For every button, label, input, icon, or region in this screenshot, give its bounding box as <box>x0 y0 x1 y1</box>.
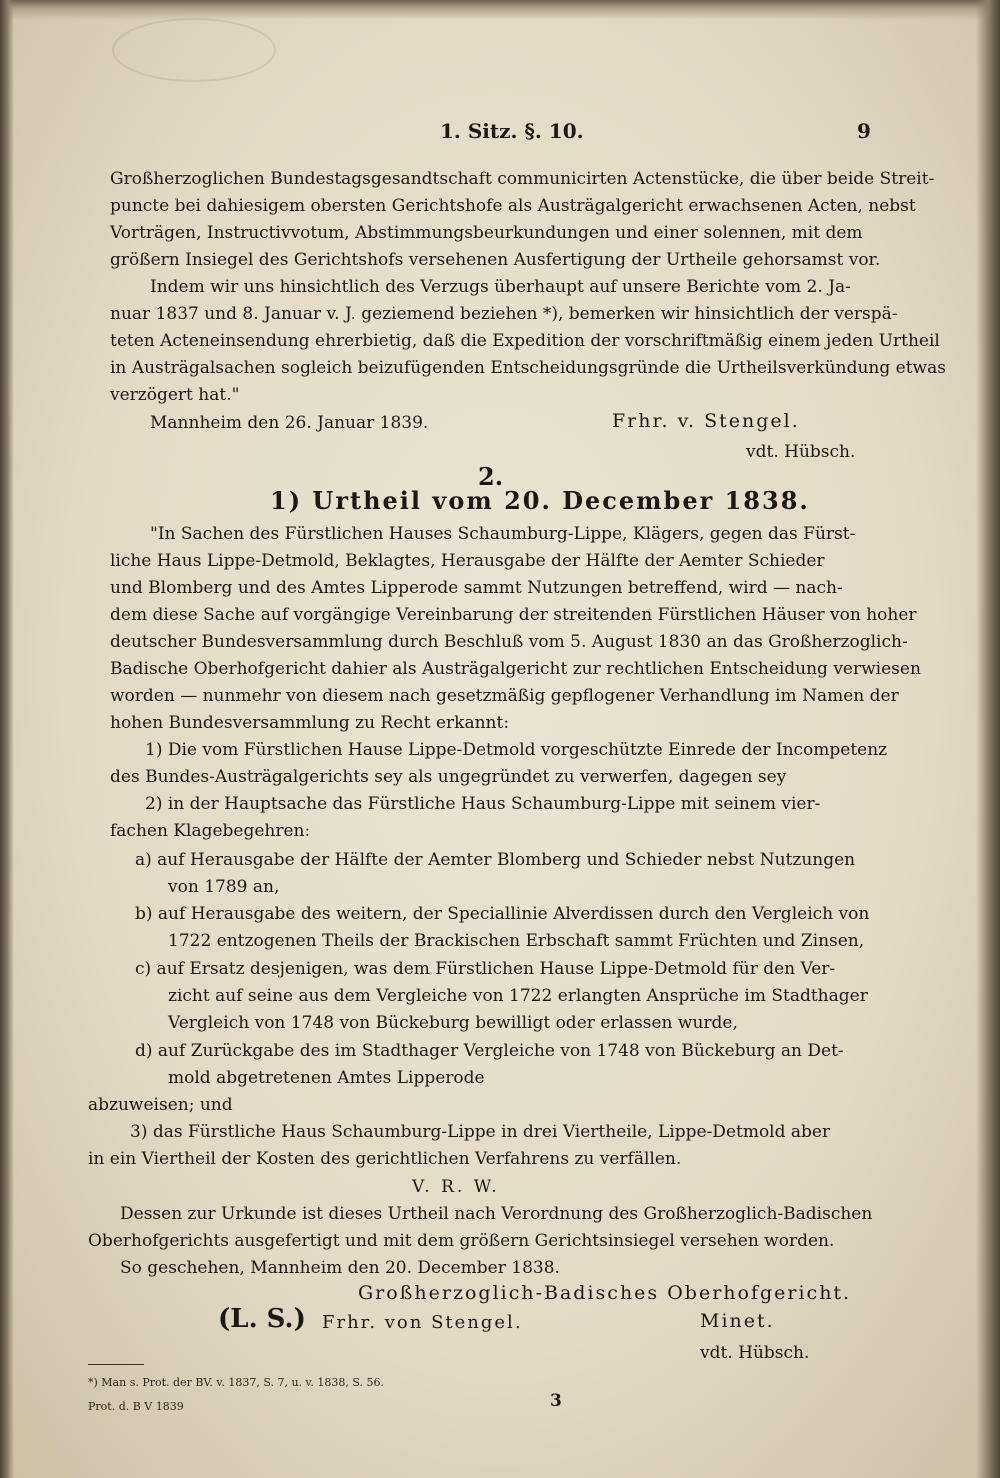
text-line: Dessen zur Urkunde ist dieses Urtheil nach Verordnung des Großherzoglich-Badischen <box>120 1204 873 1224</box>
text-line: in ein Viertheil der Kosten des gerichtlichen Verfahrens zu verfällen. <box>88 1149 682 1169</box>
text-line: in Austrägalsachen sogleich beizufügenden Entscheidungsgründe die Urtheilsverkündung etwas <box>110 358 946 378</box>
text-line: puncte bei dahiesigem obersten Gerichtshofe als Austrägalgericht erwachsenen Acten, nebst <box>110 196 916 216</box>
page-number: 9 <box>857 119 871 143</box>
text-line: fachen Klagebegehren: <box>110 821 311 841</box>
signature-mark: 3 <box>550 1391 562 1411</box>
footnote: *) Man s. Prot. der BV. v. 1837, S. 7, u. v. 1838, S. 56. <box>88 1376 385 1389</box>
printer-imprint: Prot. d. B V 1839 <box>88 1400 184 1413</box>
page-right-edge <box>976 0 1000 1478</box>
text-line: Vorträgen, Instructivvotum, Abstimmungsbeurkundungen und einer solennen, mit dem <box>110 223 863 243</box>
sub-list-item: c) auf Ersatz desjenigen, was dem Fürstlichen Hause Lippe-Detmold für den Ver- <box>135 959 836 979</box>
text-line: deutscher Bundesversammlung durch Beschluß vom 5. August 1830 an das Großherzoglich- <box>110 632 908 652</box>
text-line: worden — nunmehr von diesem nach gesetzmäßig gepflogener Verhandlung im Namen der <box>110 686 899 706</box>
text-line: Großherzoglichen Bundestagsgesandtschaft communicirten Actenstücke, die über beide Streit- <box>110 169 935 189</box>
countersign-huebsch-2: vdt. Hübsch. <box>700 1343 810 1363</box>
page-top-edge <box>0 0 1000 20</box>
list-item: 3) das Fürstliche Haus Schaumburg-Lippe in drei Viertheile, Lippe-Detmold aber <box>130 1122 831 1142</box>
text-line: nuar 1837 und 8. Januar v. J. geziemend beziehen *), bemerken wir hinsichtlich der verspä- <box>110 304 898 324</box>
place-date: Mannheim den 26. Januar 1839. <box>150 413 429 433</box>
text-line: von 1789 an, <box>168 877 280 897</box>
faint-library-stamp <box>112 18 276 82</box>
footnote-rule <box>88 1364 144 1365</box>
list-item: 1) Die vom Fürstlichen Hause Lippe-Detmold vorgeschützte Einrede der Incompetenz <box>145 740 888 760</box>
sub-list-item: d) auf Zurückgabe des im Stadthager Vergleiche von 1748 von Bückeburg an Det- <box>135 1041 844 1061</box>
list-item: 2) in der Hauptsache das Fürstliche Haus Schaumburg-Lippe mit seinem vier- <box>145 794 821 814</box>
text-line: hohen Bundesversammlung zu Recht erkannt: <box>110 713 510 733</box>
text-line: teten Acteneinsendung ehrerbietig, daß die Expedition der vorschriftmäßig einem jeden Urtheil <box>110 331 940 351</box>
text-line: Indem wir uns hinsichtlich des Verzugs überhaupt auf unsere Berichte vom 2. Ja- <box>150 277 851 297</box>
signer-minet: Minet. <box>700 1310 775 1332</box>
section-title: 1) Urtheil vom 20. December 1838. <box>270 486 810 515</box>
text-line: verzögert hat." <box>110 385 240 405</box>
text-line: 1722 entzogenen Theils der Brackischen Erbschaft sammt Früchten und Zinsen, <box>168 931 865 951</box>
text-line: zicht auf seine aus dem Vergleiche von 1722 erlangten Ansprüche im Stadthager <box>168 986 868 1006</box>
seal-mark: (L. S.) <box>218 1304 306 1334</box>
text-line: So geschehen, Mannheim den 20. December 1838. <box>120 1258 560 1278</box>
text-line: abzuweisen; und <box>88 1095 233 1115</box>
text-line: liche Haus Lippe-Detmold, Beklagtes, Herausgabe der Hälfte der Aemter Schieder <box>110 551 825 571</box>
sub-list-item: b) auf Herausgabe des weitern, der Speciallinie Alverdissen durch den Vergleich von <box>135 904 870 924</box>
text-line: größern Insiegel des Gerichtshofs versehenen Ausfertigung der Urtheile gehorsamst vor. <box>110 250 881 270</box>
section-number: 2. <box>478 462 504 491</box>
signer-stengel: Frhr. v. Stengel. <box>612 410 800 432</box>
page-left-edge <box>0 0 14 1478</box>
text-line: des Bundes-Austrägalgerichts sey als ungegründet zu verwerfen, dagegen sey <box>110 767 787 787</box>
countersign-huebsch: vdt. Hübsch. <box>746 442 856 462</box>
text-line: mold abgetretenen Amtes Lipperode <box>168 1068 485 1088</box>
text-line: und Blomberg und des Amtes Lipperode sammt Nutzungen betreffend, wird — nach- <box>110 578 843 598</box>
text-line: Vergleich von 1748 von Bückeburg bewilligt oder erlassen wurde, <box>168 1013 738 1033</box>
sub-list-item: a) auf Herausgabe der Hälfte der Aemter Blomberg und Schieder nebst Nutzungen <box>135 850 856 870</box>
text-line: "In Sachen des Fürstlichen Hauses Schaumburg-Lippe, Klägers, gegen das Fürst- <box>150 524 856 544</box>
formula-vrw: V. R. W. <box>412 1177 500 1197</box>
text-line: Oberhofgerichts ausgefertigt und mit dem größern Gerichtsinsiegel versehen worden. <box>88 1231 835 1251</box>
text-line: dem diese Sache auf vorgängige Vereinbarung der streitenden Fürstlichen Häuser von hoher <box>110 605 917 625</box>
running-title: 1. Sitz. §. 10. <box>440 119 584 143</box>
signer-stengel-2: Frhr. von Stengel. <box>322 1312 523 1333</box>
court-name: Großherzoglich-Badisches Oberhofgericht. <box>358 1282 852 1304</box>
text-line: Badische Oberhofgericht dahier als Austrägalgericht zur rechtlichen Entscheidung verwiesen <box>110 659 921 679</box>
